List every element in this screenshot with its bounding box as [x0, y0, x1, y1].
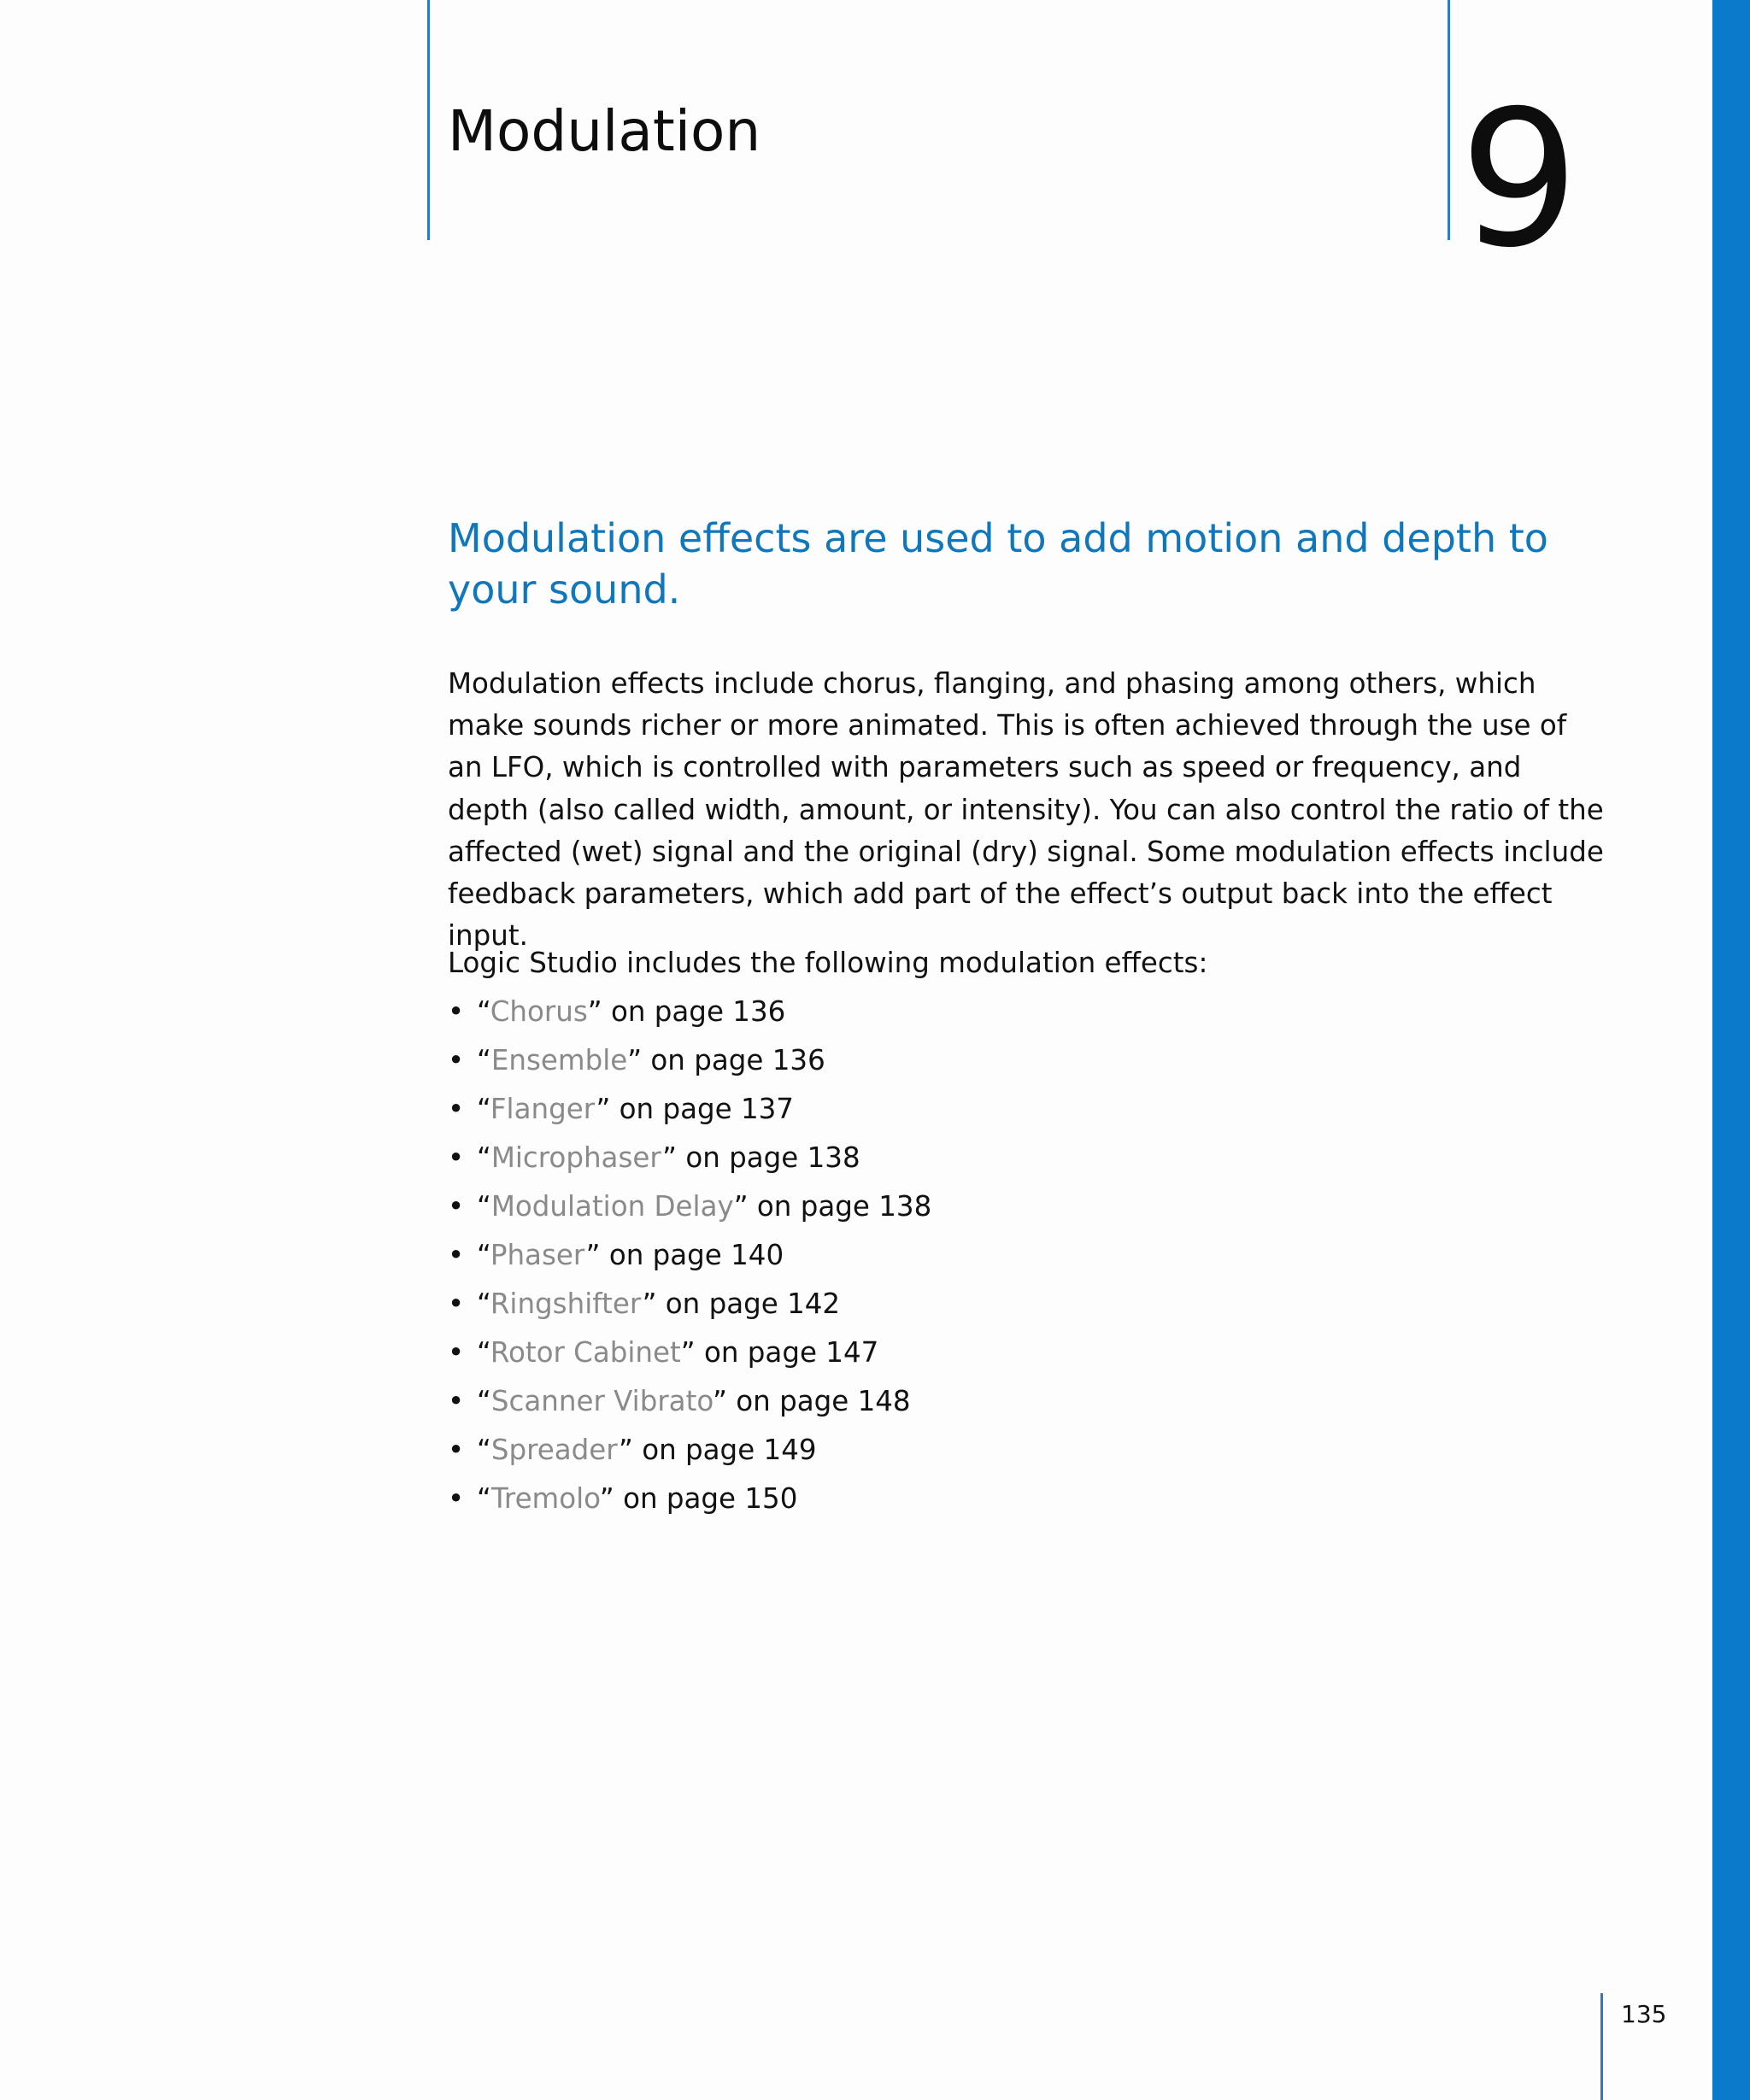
open-quote: “ — [477, 1482, 491, 1515]
list-item-microphaser — [448, 1137, 931, 1186]
page-reference: on page 138 — [685, 1141, 860, 1174]
phaser-link[interactable]: Phaser — [490, 1239, 586, 1271]
ringshifter-link[interactable]: Ringshifter — [490, 1288, 643, 1320]
bullet: • — [448, 1141, 465, 1174]
bullet: • — [448, 1044, 465, 1076]
open-quote: “ — [477, 1336, 490, 1369]
page-reference: on page 138 — [756, 1190, 932, 1223]
open-quote: “ — [477, 1385, 491, 1417]
list-item-spreader — [448, 1429, 931, 1478]
open-quote: “ — [477, 1044, 491, 1076]
close-quote: ” — [662, 1141, 677, 1174]
list-item-phaser — [448, 1235, 931, 1283]
open-quote: “ — [477, 1141, 491, 1174]
microphaser-link[interactable]: Microphaser — [490, 1141, 663, 1174]
chapter-number-rule — [1448, 0, 1450, 240]
close-quote: ” — [599, 1482, 614, 1515]
list-item-ensemble — [448, 1040, 931, 1088]
close-quote: ” — [680, 1336, 696, 1369]
bullet: • — [448, 1093, 465, 1125]
footer-rule — [1600, 1993, 1603, 2100]
list-item-chorus — [448, 991, 931, 1040]
list-item-ringshifter — [448, 1283, 931, 1332]
bullet: • — [448, 1482, 465, 1515]
open-quote: “ — [477, 1434, 491, 1466]
close-quote: ” — [619, 1434, 633, 1466]
open-quote: “ — [477, 1288, 490, 1320]
page-reference: on page 148 — [736, 1385, 911, 1417]
bullet: • — [448, 1336, 465, 1369]
list-item-rotor-cabinet — [448, 1332, 931, 1381]
close-quote: ” — [627, 1044, 643, 1076]
scanner-vibrato-link[interactable]: Scanner Vibrato — [490, 1385, 714, 1417]
close-quote: ” — [587, 995, 602, 1028]
list-item-scanner-vibrato — [448, 1381, 931, 1429]
open-quote: “ — [477, 1190, 491, 1223]
open-quote: “ — [477, 1093, 490, 1125]
chapter-side-band — [1712, 0, 1750, 2100]
page-reference: on page 140 — [608, 1239, 784, 1271]
close-quote: ” — [733, 1190, 749, 1223]
page-reference: on page 150 — [623, 1482, 798, 1515]
rotor-cabinet-link[interactable]: Rotor Cabinet — [490, 1336, 681, 1369]
close-quote: ” — [585, 1239, 601, 1271]
chorus-link[interactable]: Chorus — [490, 995, 588, 1028]
page-reference: on page 147 — [703, 1336, 879, 1369]
title-left-rule — [427, 0, 430, 240]
bullet: • — [448, 995, 465, 1028]
page-reference: on page 137 — [619, 1093, 794, 1125]
close-quote: ” — [642, 1288, 657, 1320]
bullet: • — [448, 1434, 465, 1466]
page-reference: on page 149 — [642, 1434, 817, 1466]
spreader-link[interactable]: Spreader — [490, 1434, 620, 1466]
ensemble-link[interactable]: Ensemble — [490, 1044, 628, 1076]
bullet: • — [448, 1288, 465, 1320]
close-quote: ” — [596, 1093, 611, 1125]
list-intro: Logic Studio includes the following modulation effects: — [448, 947, 1208, 979]
intro-heading: Modulation effects are used to add motion and depth to your sound. — [448, 515, 1548, 613]
chapter-number: 9 — [1459, 70, 1579, 289]
list-item-flanger — [448, 1088, 931, 1137]
body-paragraph: Modulation effects include chorus, flanging, and phasing among others, which make sounds richer or more animated. This is often achieved through the use of an LFO, which is controlled with parameters such as speed or frequency, and depth (also called width, amount, or intensity). You can also control the ratio of the affected (wet) signal and the original (dry) signal. Some modulation effects include feedback parameters, which add part of the effect’s output back into the effect input. — [448, 667, 1604, 953]
bullet: • — [448, 1190, 465, 1223]
chapter-title: Modulation — [448, 98, 761, 164]
list-item-tremolo — [448, 1478, 931, 1527]
modulation-delay-link[interactable]: Modulation Delay — [490, 1190, 734, 1223]
open-quote: “ — [477, 1239, 490, 1271]
page-number: 135 — [1621, 2000, 1667, 2028]
list-item-modulation-delay — [448, 1186, 931, 1235]
close-quote: ” — [713, 1385, 727, 1417]
page-reference: on page 136 — [650, 1044, 825, 1076]
effects-list — [448, 991, 931, 1527]
bullet: • — [448, 1385, 465, 1417]
page-reference: on page 142 — [665, 1288, 841, 1320]
open-quote: “ — [477, 995, 490, 1028]
flanger-link[interactable]: Flanger — [490, 1093, 596, 1125]
bullet: • — [448, 1239, 465, 1271]
page-reference: on page 136 — [610, 995, 786, 1028]
tremolo-link[interactable]: Tremolo — [490, 1482, 600, 1515]
